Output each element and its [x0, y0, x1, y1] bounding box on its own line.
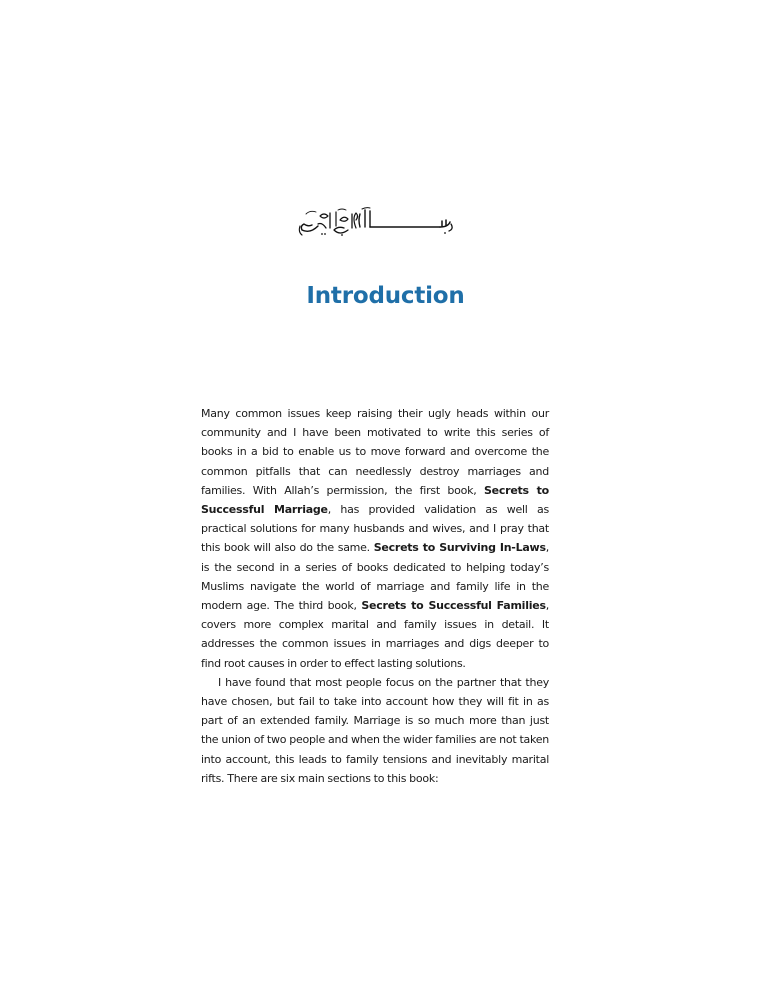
paragraph-text: , is the second in a series of books dedicated to helping today’s Muslims navigate the world of marriage and family life in the modern age. The third book, — [201, 541, 549, 613]
book-title-secrets-to-surviving-in-laws: Secrets to Surviving In-Laws — [373, 541, 546, 555]
body-text — [201, 404, 549, 788]
paragraph-text: , covers more complex marital and family issues in detail. It addresses the common issues in marriages and digs deeper to find root causes in order to effect lasting solutions. — [201, 599, 549, 670]
book-title-secrets-to-successful-marriage: Secrets to Successful Marriage — [201, 483, 549, 517]
paragraph-text: I have found that most people focus on the partner that they have chosen, but fail to take into account how they will fit in as part of an extended family. Marriage is so much more than just the union of two people and when the wider families are not taken into account, this leads to family tensions and inevitably marital rifts. There are six main sections to this book: — [201, 675, 549, 785]
paragraph-text: , has provided validation as well as practical solutions for many husbands and wives, and I pray that this book will also do the same. — [201, 503, 550, 555]
page-title: Introduction — [306, 283, 465, 309]
basmala-calligraphy-icon — [296, 206, 456, 240]
paragraph — [201, 404, 549, 673]
book-title-secrets-to-successful-families: Secrets to Successful Families — [361, 599, 546, 613]
paragraph-text: Many common issues keep raising their ugly heads within our community and I have been motivated to write this series of books in a bid to enable us to move forward and overcome the common pitfalls that can needlessly destroy marriages and families. With Allah’s permission, the first book, — [201, 407, 549, 497]
paragraph — [201, 673, 549, 788]
